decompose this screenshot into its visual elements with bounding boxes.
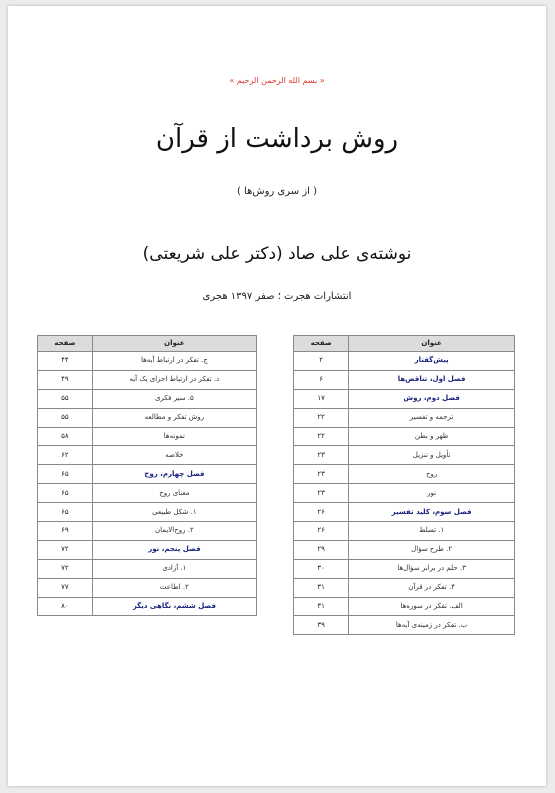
toc-entry-page: ۲۶ (294, 503, 349, 522)
toc-row (294, 597, 515, 616)
toc-entry-page: ۸۰ (38, 597, 93, 616)
toc-row (294, 522, 515, 541)
toc-row (294, 540, 515, 559)
toc-row (38, 352, 257, 371)
toc-entry-title: روش تفکر و مطالعه (92, 408, 256, 427)
toc-entry-page: ۶۵ (38, 503, 93, 522)
toc-entry-title: ۲. طرح سؤال (349, 540, 515, 559)
toc-entry-title: ۳. حلم در برابر سؤال‌ها (349, 559, 515, 578)
toc-body (38, 352, 257, 616)
toc-row (38, 484, 257, 503)
toc-entry-title: نور (349, 484, 515, 503)
toc-row (294, 559, 515, 578)
toc-entry-page: ۶۹ (38, 522, 93, 541)
toc-row (294, 446, 515, 465)
toc-table-right (293, 335, 515, 635)
toc-header-row (38, 336, 257, 352)
toc-entry-page: ۲ (294, 352, 349, 371)
toc-entry-title: فصل سوم، کلید تفسیر (349, 503, 515, 522)
toc-entry-title: ۱. آزادی (92, 559, 256, 578)
toc-entry-page: ۳۱ (294, 578, 349, 597)
toc-entry-page: ۶۵ (38, 484, 93, 503)
page-title: روش برداشت از قرآن (155, 124, 399, 154)
toc-header-row (294, 336, 515, 352)
toc-entry-page: ۵۵ (38, 408, 93, 427)
toc-row (38, 408, 257, 427)
toc-entry-title: ۲. روح‌الایمان (92, 522, 256, 541)
toc-row (38, 540, 257, 559)
toc-entry-title: خلاصه (92, 446, 256, 465)
toc-entry-page: ۱۷ (294, 389, 349, 408)
toc-entry-title: معنای روح (92, 484, 256, 503)
toc-entry-page: ۵۵ (38, 389, 93, 408)
toc-row (294, 616, 515, 635)
toc-body (294, 352, 515, 635)
toc-row (294, 484, 515, 503)
toc-entry-page: ۶ (294, 370, 349, 389)
toc-entry-page: ۷۷ (38, 578, 93, 597)
toc-entry-page: ۲۳ (294, 484, 349, 503)
toc-entry-title: نمونه‌ها (92, 427, 256, 446)
toc-entry-title: فصل چهارم، روح (92, 465, 256, 484)
toc-entry-title: د. تفکر در ارتباط اجزای یک آیه (92, 370, 256, 389)
toc-entry-page: ۷۲ (38, 540, 93, 559)
toc-entry-title: فصل دوم، روش (349, 389, 515, 408)
toc-row (294, 352, 515, 371)
toc-row (38, 370, 257, 389)
toc-entry-page: ۲۹ (294, 540, 349, 559)
toc-row (294, 427, 515, 446)
toc-row (294, 389, 515, 408)
toc-column-page: صفحه (294, 336, 349, 352)
toc-column-title: عنوان (349, 336, 515, 352)
toc-entry-title: روح (349, 465, 515, 484)
toc-row (38, 446, 257, 465)
author-line: نوشته‌ی علی صاد (دکتر علی شریعتی) (142, 244, 412, 264)
toc-entry-page: ۵۸ (38, 427, 93, 446)
toc-row (294, 503, 515, 522)
bismillah: « بسم الله الرحمن الرحیم » (229, 76, 325, 85)
toc-entry-title: ۵. سیر فکری (92, 389, 256, 408)
publisher-line: انتشارات هجرت ؛ صفر ۱۳۹۷ هجری (202, 291, 352, 302)
toc-entry-title: ۱. تسلط (349, 522, 515, 541)
toc-row (38, 578, 257, 597)
toc-row (38, 597, 257, 616)
toc-entry-title: فصل ششم، نگاهی دیگر (92, 597, 256, 616)
toc-table-left (37, 335, 257, 616)
toc-entry-title: ظهر و بطن (349, 427, 515, 446)
toc-entry-page: ۴۴ (38, 352, 93, 371)
toc-entry-title: ۱. شکل طبیعی (92, 503, 256, 522)
toc-entry-title: فصل اول، تناقض‌ها (349, 370, 515, 389)
toc-entry-title: ۴. تفکر در قرآن (349, 578, 515, 597)
toc-row (38, 465, 257, 484)
toc-row (294, 408, 515, 427)
toc-row (38, 503, 257, 522)
toc-entry-title: ج. تفکر در ارتباط آیه‌ها (92, 352, 256, 371)
toc-row (294, 370, 515, 389)
document-page (8, 6, 546, 786)
page-subtitle: ( از سری روش‌ها ) (236, 186, 318, 197)
toc-row (294, 465, 515, 484)
toc-entry-title: الف. تفکر در سوره‌ها (349, 597, 515, 616)
toc-entry-page: ۲۳ (294, 465, 349, 484)
toc-row (38, 427, 257, 446)
toc-entry-page: ۲۳ (294, 446, 349, 465)
toc-entry-page: ۴۹ (38, 370, 93, 389)
toc-row (38, 522, 257, 541)
toc-entry-page: ۲۲ (294, 427, 349, 446)
toc-entry-page: ۲۲ (294, 408, 349, 427)
toc-entry-page: ۷۲ (38, 559, 93, 578)
toc-entry-page: ۲۶ (294, 522, 349, 541)
toc-entry-title: ترجمه و تفسیر (349, 408, 515, 427)
toc-entry-page: ۳۹ (294, 616, 349, 635)
toc-column-title: عنوان (92, 336, 256, 352)
toc-row (38, 559, 257, 578)
toc-entry-title: پیش‌گفتار (349, 352, 515, 371)
toc-entry-page: ۶۵ (38, 465, 93, 484)
toc-row (294, 578, 515, 597)
toc-entry-title: ۲. اطاعت (92, 578, 256, 597)
toc-entry-page: ۳۱ (294, 597, 349, 616)
toc-entry-title: فصل پنجم، نور (92, 540, 256, 559)
toc-row (38, 389, 257, 408)
toc-entry-title: ب. تفکر در زمینه‌ی آیه‌ها (349, 616, 515, 635)
toc-entry-page: ۶۲ (38, 446, 93, 465)
toc-entry-page: ۳۰ (294, 559, 349, 578)
toc-entry-title: تأویل و تنزیل (349, 446, 515, 465)
toc-column-page: صفحه (38, 336, 93, 352)
